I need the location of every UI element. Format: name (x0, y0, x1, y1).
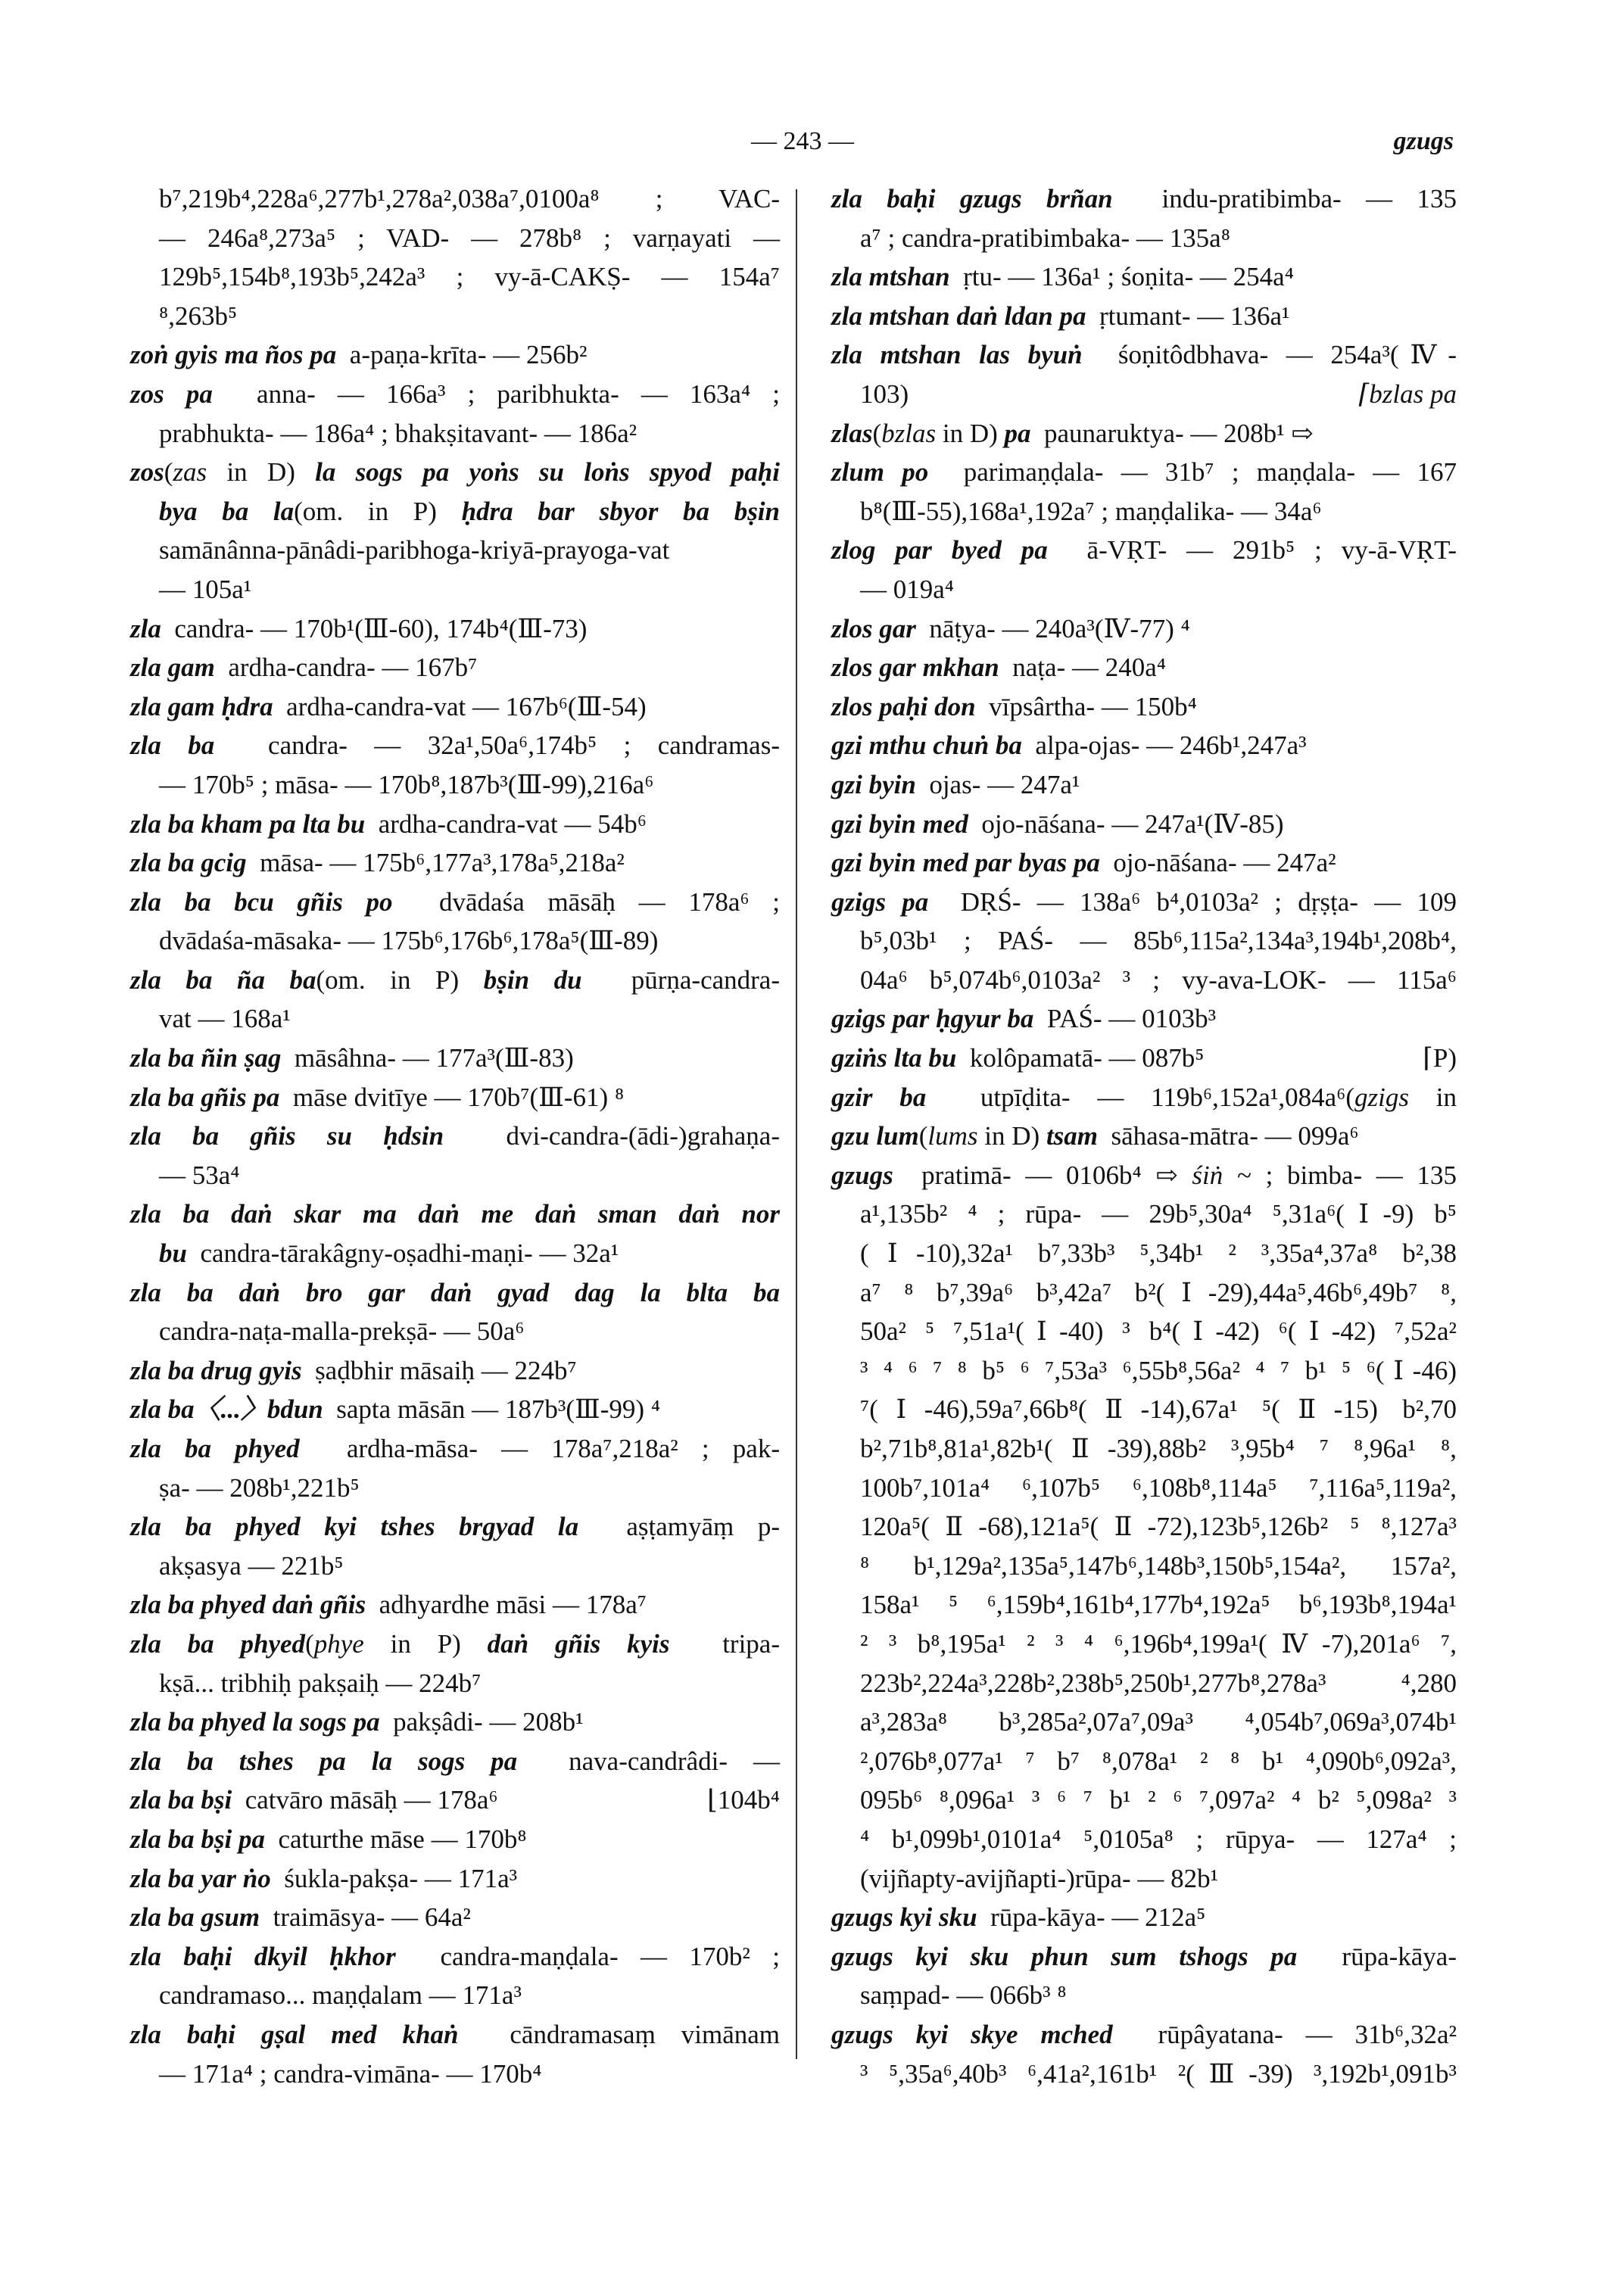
tibetan-headword: bu (159, 1238, 187, 1269)
tibetan-headword: pa (1004, 418, 1031, 448)
tibetan-headword: zoṅ gyis ma ños pa (130, 340, 337, 370)
tibetan-headword: zla ba bcu gñis po (130, 886, 393, 917)
tibetan-headword: zla ba phyed (130, 1434, 300, 1463)
definition-text: ṣa- — 208b¹,221b⁵ (159, 1472, 360, 1503)
entry-continuation-line (130, 219, 780, 258)
variant-reading: śiṅ (1192, 1160, 1223, 1190)
definition-text: DṚŚ- — 138a⁶ b⁴,0103a² ; dṛṣṭa- — 109 (928, 886, 1457, 917)
definition-text: a⁷ ⁸ b⁷,39a⁶ b³,42a⁷ b²(Ⅰ-29),44a⁵,46b⁶,49b⁷ ⁸, (860, 1277, 1457, 1307)
entry-line (831, 297, 1457, 336)
page-number: — 243 — (751, 127, 854, 155)
tibetan-headword: zla baḥi gzugs brñan (831, 184, 1113, 213)
definition-text: ā-VṚT- — 291b⁵ ; vy-ā-VṚT- (1047, 535, 1457, 565)
entry-line (130, 843, 780, 883)
definition-text: 223b²,224a³,228b²,238b⁵,250b¹,277b⁸,278a³ ⁴,280 (860, 1668, 1457, 1698)
definition-text: ⁸ b¹,129a²,135a⁵,147b⁶,148b³,150b⁵,154a², 157a², (860, 1550, 1457, 1581)
entry-line (130, 1820, 780, 1859)
entry-continuation-line (130, 492, 780, 531)
definition-text: ( (918, 1121, 928, 1151)
entry-continuation-line (831, 1195, 1457, 1234)
definition-text: (Ⅰ-10),32a¹ b⁷,33b³ ⁵,34b¹ ² ³,35a⁴,37a⁸ b²,38 (860, 1238, 1457, 1269)
definition-text: a³,283a⁸ b³,285a²,07a⁷,09a³ ⁴,054b⁷,069a³,074b¹ (860, 1707, 1457, 1737)
entry-line (130, 1703, 780, 1742)
definition-text: — 170b⁵ ; māsa- — 170b⁸,187b³(Ⅲ-99),216a⁶ (159, 769, 654, 799)
left-column (130, 179, 780, 2093)
definition-text: ṛtumant- — 136a¹ (1086, 301, 1290, 331)
tibetan-headword: zla ba gñis su ḥdsin (130, 1121, 444, 1151)
entry-continuation-line (130, 1976, 780, 2015)
tibetan-headword: zla mtshan las byuṅ (831, 340, 1083, 370)
entry-line (130, 648, 780, 687)
entry-continuation-line (831, 2055, 1457, 2094)
definition-text: rūpâyatana- — 31b⁶,32a² (1112, 2019, 1457, 2049)
entry-continuation-line (831, 1625, 1457, 1664)
tibetan-headword: zla (130, 613, 161, 643)
entry-continuation-line (130, 1664, 780, 1703)
tibetan-headword: zlos paḥi don (831, 691, 976, 721)
entry-line (831, 1937, 1457, 1977)
definition-text: (om. in P) (294, 496, 462, 526)
entry-continuation-line (831, 1429, 1457, 1469)
definition-text: candra-tārakâgny-oṣadhi-maṇi- — 32a¹ (186, 1238, 619, 1269)
definition-text: rūpa-kāya- — 212a⁵ (977, 1902, 1206, 1933)
margin-note: ⌈P) (1423, 1043, 1457, 1073)
tibetan-headword: zla ba phyed daṅ gñis (130, 1590, 366, 1620)
tibetan-headword: bṣin du (483, 964, 582, 995)
definition-text: 158a¹ ⁵ ⁶,159b⁴,161b⁴,177b⁴,192a⁵ b⁶,193b⁸,194a¹ (860, 1590, 1457, 1620)
entry-continuation-line (130, 2055, 780, 2094)
tibetan-headword: zlum po (831, 457, 929, 488)
entry-continuation-line (831, 219, 1457, 258)
tibetan-headword: zla ba yar ṅo (130, 1863, 271, 1893)
entry-continuation-line (831, 1390, 1457, 1429)
definition-text: rūpa-kāya- (1297, 1941, 1457, 1971)
entry-line (831, 335, 1457, 375)
tibetan-headword: zla ba ñin ṣag (130, 1043, 282, 1073)
entry-line (831, 414, 1457, 453)
definition-text: ( (164, 457, 173, 488)
definition-text: utpīḍita- — 119b⁶,152a¹,084a⁶( (926, 1082, 1354, 1112)
definition-text: adhyardhe māsi — 178a⁷ (366, 1590, 647, 1620)
definition-text: saṃpad- — 066b³ ⁸ (860, 1980, 1067, 2011)
tibetan-headword: zla ba drug gyis (130, 1355, 302, 1385)
margin-note: ⌈bzlas pa (1358, 379, 1457, 409)
tibetan-headword: tsam (1046, 1121, 1099, 1151)
definition-text: ² ³ b⁸,195a¹ ² ³ ⁴ ⁶,196b⁴,199a¹(Ⅳ-7),201a⁶ ⁷, (860, 1628, 1457, 1659)
definition-text: ṛtu- — 136a¹ ; śoṇita- — 254a⁴ (949, 262, 1294, 292)
definition-text: a⁷ ; candra-pratibimbaka- — 135a⁸ (860, 223, 1230, 253)
variant-reading: lums (927, 1121, 978, 1151)
definition-text: tripa- (669, 1628, 780, 1659)
entry-line (130, 1937, 780, 1977)
entry-continuation-line (130, 257, 780, 297)
definition-text: śukla-pakṣa- — 171a³ (270, 1863, 518, 1893)
variant-reading: gzigs (1354, 1082, 1409, 1112)
definition-text: 103) (860, 379, 909, 409)
entry-continuation-line (831, 1703, 1457, 1742)
variant-reading: zas (173, 457, 207, 488)
entry-line (831, 805, 1457, 844)
tibetan-headword: zla ba daṅ bro gar daṅ gyad dag la blta ba (130, 1277, 780, 1307)
definition-text: pratimā- — 0106b⁴ ⇨ (893, 1160, 1192, 1190)
definition-text: ~ ; bimba- — 135 (1223, 1160, 1457, 1190)
entry-line (831, 1117, 1457, 1156)
tibetan-headword: ḥdra bar sbyor ba bṣin (461, 496, 781, 526)
definition-text: in P) (363, 1628, 488, 1659)
entry-line (130, 726, 780, 765)
entry-line (130, 805, 780, 844)
entry-line (831, 843, 1457, 883)
entry-line (130, 1859, 780, 1899)
entry-line (130, 1429, 780, 1469)
definition-text: ³ ⁴ ⁶ ⁷ ⁸ b⁵ ⁶ ⁷,53a³ ⁶,55b⁸,56a² ⁴ ⁷ b¹ ⁵ ⁶(Ⅰ-46) (860, 1355, 1457, 1385)
definition-text: ojo-nāśana- — 247a¹(Ⅳ-85) (968, 808, 1284, 839)
tibetan-headword: gzigs par ḥgyur ba (831, 1004, 1034, 1034)
tibetan-headword: zla ba gsum (130, 1902, 260, 1933)
tibetan-headword: zos pa (130, 379, 213, 409)
tibetan-headword: gzir ba (831, 1082, 927, 1112)
entry-line (831, 1156, 1457, 1195)
definition-text: 50a² ⁵ ⁷,51a¹(Ⅰ-40) ³ b⁴(Ⅰ-42) ⁶(Ⅰ-42) ⁷,52a² (860, 1316, 1457, 1347)
definition-text: — 105a¹ (159, 574, 252, 604)
entry-continuation-line (130, 570, 780, 609)
tibetan-headword: la sogs pa yoṅs su loṅs spyod paḥi (315, 457, 781, 488)
tibetan-headword: zla baḥi dkyil ḥkhor (130, 1941, 396, 1971)
tibetan-headword: zla baḥi gṣal med khaṅ (130, 2019, 459, 2049)
entry-continuation-line (831, 1820, 1457, 1859)
entry-line (130, 1117, 780, 1156)
definition-text: pakṣâdi- — 208b¹ (379, 1707, 584, 1737)
entry-line (831, 687, 1457, 727)
entry-continuation-line (831, 492, 1457, 531)
entry-line (130, 961, 780, 1000)
entry-continuation-line (831, 1976, 1457, 2015)
entry-continuation-line (831, 1547, 1457, 1586)
definition-text: paunaruktya- — 208b¹ ⇨ (1030, 418, 1314, 448)
definition-text: akṣasya — 221b⁵ (159, 1550, 344, 1581)
entry-continuation-line (130, 1547, 780, 1586)
definition-text: 04a⁶ b⁵,074b⁶,0103a² ³ ; vy-ava-LOK- — 115a⁶ (860, 964, 1457, 995)
entry-line (831, 726, 1457, 765)
tibetan-headword: zla ba gñis pa (130, 1082, 280, 1112)
definition-text: dvādaśa māsāḥ — 178a⁶ ; (392, 886, 781, 917)
entry-line (130, 1625, 780, 1664)
tibetan-headword: gzugs kyi sku phun sum tshogs pa (831, 1941, 1298, 1971)
entry-line (831, 453, 1457, 492)
entry-continuation-line (130, 765, 780, 805)
entry-line (130, 609, 780, 649)
definition-text: parimaṇḍala- — 31b⁷ ; maṇḍala- — 167 (928, 457, 1457, 488)
entry-continuation-line (831, 1507, 1457, 1547)
entry-continuation-line (831, 961, 1457, 1000)
entry-line (130, 1078, 780, 1117)
definition-text: sapta māsān — 187b³(Ⅲ-99) ⁴ (323, 1394, 661, 1425)
entry-continuation-line (130, 999, 780, 1039)
entry-line (831, 765, 1457, 805)
definition-text: 120a⁵(Ⅱ-68),121a⁵(Ⅱ-72),123b⁵,126b² ⁵ ⁸,127a³ (860, 1512, 1457, 1542)
entry-continuation-line (831, 1664, 1457, 1703)
tibetan-headword: zlos gar mkhan (831, 653, 999, 683)
entry-line (130, 1039, 780, 1078)
definition-text: anna- — 166a³ ; paribhukta- — 163a⁴ ; (212, 379, 780, 409)
definition-text: nāṭya- — 240a³(Ⅳ-77) ⁴ (915, 613, 1190, 643)
entry-continuation-line (831, 1351, 1457, 1391)
entry-continuation-line (831, 1781, 1457, 1820)
definition-text: — 171a⁴ ; candra-vimāna- — 170b⁴ (159, 2058, 542, 2089)
entry-continuation-line (130, 1469, 780, 1508)
tibetan-headword: zlas (831, 418, 873, 448)
tibetan-headword: daṅ gñis kyis (487, 1628, 670, 1659)
definition-text: b²,71b⁸,81a¹,82b¹(Ⅱ-39),88b² ³,95b⁴ ⁷ ⁸,96a¹ ⁸, (860, 1434, 1457, 1463)
definition-text: aṣṭamyāṃ p- (578, 1512, 780, 1542)
tibetan-headword: gzugs kyi skye mched (831, 2019, 1113, 2049)
entry-line (831, 1078, 1457, 1117)
tibetan-headword: zla ba tshes pa la sogs pa (130, 1746, 518, 1776)
entry-continuation-line (831, 1585, 1457, 1625)
entry-continuation-line (831, 921, 1457, 961)
definition-text: ojas- — 247a¹ (915, 769, 1080, 799)
entry-continuation-line (130, 414, 780, 453)
entry-continuation-line (130, 921, 780, 961)
definition-text: kṣā... tribhiḥ pakṣaiḥ — 224b⁷ (159, 1668, 482, 1698)
running-head: gzugs (1393, 127, 1454, 155)
right-column (831, 179, 1457, 2093)
definition-text: catvāro māsāḥ — 178a⁶ (232, 1785, 498, 1815)
definition-text: in D) (977, 1121, 1046, 1151)
entry-line (130, 1781, 780, 1820)
entry-continuation-line (130, 1156, 780, 1195)
definition-text: 129b⁵,154b⁸,193b⁵,242a³ ; vy-ā-CAKṢ- — 154a⁷ (159, 262, 780, 292)
entry-continuation-line (130, 531, 780, 570)
definition-text: samānânna-pānâdi-paribhoga-kriyā-prayoga-vat (159, 535, 670, 565)
definition-text: ṣaḍbhir māsaiḥ — 224b⁷ (301, 1355, 577, 1385)
entry-line (130, 335, 780, 375)
definition-text: candra- — 170b¹(Ⅲ-60), 174b⁴(Ⅲ-73) (161, 613, 588, 643)
definition-text: (om. in P) (316, 964, 484, 995)
definition-text: candra-naṭa-malla-prekṣā- — 50a⁶ (159, 1316, 525, 1347)
tibetan-headword: zla ba ña ba (130, 964, 316, 995)
entry-line (130, 1585, 780, 1625)
definition-text: a-paṇa-krīta- — 256b² (336, 340, 588, 370)
definition-text: candra-maṇḍala- — 170b² ; (395, 1941, 780, 1971)
entry-line (130, 1195, 780, 1234)
entry-line (130, 1390, 780, 1429)
tibetan-headword: zla mtshan daṅ ldan pa (831, 301, 1086, 331)
entry-line (831, 999, 1457, 1039)
definition-text: a¹,135b² ⁴ ; rūpa- — 29b⁵,30a⁴ ⁵,31a⁶(Ⅰ-9) b⁵ (860, 1199, 1457, 1229)
entry-line (130, 1507, 780, 1547)
definition-text: ²,076b⁸,077a¹ ⁷ b⁷ ⁸,078a¹ ² ⁸ b¹ ⁴,090b⁶,092a³, (860, 1746, 1457, 1776)
tibetan-headword: zla ba phyed (130, 1628, 306, 1659)
entry-line (130, 687, 780, 727)
definition-text: in D) (936, 418, 1005, 448)
definition-text: in (1408, 1082, 1457, 1112)
definition-text: ardha-māsa- — 178a⁷,218a² ; pak- (299, 1434, 780, 1463)
tibetan-headword: zla ba phyed kyi tshes brgyad la (130, 1512, 579, 1542)
entry-continuation-line (831, 375, 1457, 414)
definition-text: naṭa- — 240a⁴ (999, 653, 1166, 683)
tibetan-headword: gzi byin med (831, 808, 968, 839)
tibetan-headword: bya ba la (159, 496, 295, 526)
definition-text: ( (872, 418, 882, 448)
entry-line (831, 1898, 1457, 1937)
tibetan-headword: zla ba daṅ skar ma daṅ me daṅ sman daṅ nor (130, 1199, 780, 1229)
definition-text: pūrṇa-candra- (581, 964, 780, 995)
definition-text: indu-pratibimba- — 135 (1112, 184, 1457, 213)
tibetan-headword: zla ba kham pa lta bu (130, 808, 366, 839)
tibetan-headword: gzugs kyi sku (831, 1902, 977, 1933)
definition-text: ³ ⁵,35a⁶,40b³ ⁶,41a²,161b¹ ²(Ⅲ-39) ³,192b¹,091b³ (860, 2058, 1457, 2089)
entry-continuation-line (831, 1312, 1457, 1351)
definition-text: cāndramasaṃ vimānam (458, 2019, 780, 2049)
entry-line (130, 1351, 780, 1391)
tibetan-headword: zla ba phyed la sogs pa (130, 1707, 380, 1737)
entry-line (831, 257, 1457, 297)
definition-text: māsa- — 175b⁶,177a³,178a⁵,218a² (246, 848, 625, 878)
definition-text: b⁵,03b¹ ; PAŚ- — 85b⁶,115a²,134a³,194b¹,208b⁴, (860, 926, 1457, 956)
definition-text: ⁴ b¹,099b¹,0101a⁴ ⁵,0105a⁸ ; rūpya- — 127a⁴ ; (860, 1824, 1457, 1854)
entry-continuation-line (130, 179, 780, 219)
tibetan-headword: gzi byin med par byas pa (831, 848, 1100, 878)
definition-text: māsâhna- — 177a³(Ⅲ-83) (281, 1043, 574, 1073)
definition-text: ardha-candra-vat — 167b⁶(Ⅲ-54) (273, 691, 647, 721)
tibetan-headword: zlog par byed pa (831, 535, 1048, 565)
definition-text: ( (305, 1628, 314, 1659)
definition-text: candramaso... maṇḍalam — 171a³ (159, 1980, 522, 2011)
tibetan-headword: zla ba (130, 731, 215, 761)
entry-line (130, 2015, 780, 2055)
variant-reading: phye (313, 1628, 364, 1659)
tibetan-headword: zla ba bṣi (130, 1785, 232, 1815)
entry-line (831, 2015, 1457, 2055)
definition-text: ojo-nāśana- — 247a² (1099, 848, 1336, 878)
definition-text: dvādaśa-māsaka- — 175b⁶,176b⁶,178a⁵(Ⅲ-89) (159, 926, 659, 956)
definition-text: 095b⁶ ⁸,096a¹ ³ ⁶ ⁷ b¹ ² ⁶ ⁷,097a² ⁴ b² ⁵,098a² ³ (860, 1785, 1457, 1815)
entry-line (831, 1039, 1457, 1078)
entry-continuation-line (831, 1742, 1457, 1781)
definition-text: — 246a⁸,273a⁵ ; VAD- — 278b⁸ ; varṇayati — (159, 223, 780, 253)
definition-text: vīpsârtha- — 150b⁴ (975, 691, 1197, 721)
tibetan-headword: gziṅs lta bu (831, 1043, 957, 1073)
entry-line (831, 609, 1457, 649)
tibetan-headword: zla mtshan (831, 262, 950, 292)
entry-line (130, 1742, 780, 1781)
entry-line (831, 179, 1457, 219)
entry-line (130, 1898, 780, 1937)
entry-continuation-line (831, 1273, 1457, 1313)
entry-continuation-line (831, 1859, 1457, 1899)
entry-continuation-line (831, 570, 1457, 609)
entry-continuation-line (130, 297, 780, 336)
definition-text: ⁸,263b⁵ (159, 301, 238, 331)
tibetan-headword: gzi byin (831, 769, 916, 799)
definition-text: traimāsya- — 64a² (260, 1902, 471, 1933)
definition-text: prabhukta- — 186a⁴ ; bhakṣitavant- — 186a² (159, 418, 637, 448)
definition-text: PAŚ- — 0103b³ (1033, 1004, 1217, 1034)
entry-line (831, 648, 1457, 687)
entry-line (130, 453, 780, 492)
definition-text: śoṇitôdbhava- — 254a³(Ⅳ- (1082, 340, 1457, 370)
definition-text: māse dvitīye — 170b⁷(Ⅲ-61) ⁸ (279, 1082, 625, 1112)
definition-text: — 53a⁴ (159, 1160, 240, 1190)
definition-text: — 019a⁴ (860, 574, 954, 604)
definition-text: in D) (207, 457, 316, 488)
margin-note: ⌊104b⁴ (707, 1785, 780, 1815)
entry-line (831, 883, 1457, 922)
variant-reading: bzlas (881, 418, 937, 448)
tibetan-headword: zos (130, 457, 164, 488)
definition-text: sāhasa-mātra- — 099a⁶ (1098, 1121, 1359, 1151)
definition-text: caturthe māse — 170b⁸ (264, 1824, 527, 1854)
definition-text: alpa-ojas- — 246b¹,247a³ (1021, 731, 1307, 761)
entry-continuation-line (831, 1469, 1457, 1508)
definition-text: b⁸(Ⅲ-55),168a¹,192a⁷ ; maṇḍalika- — 34a⁶ (860, 496, 1322, 526)
definition-text: nava-candrâdi- — (517, 1746, 780, 1776)
definition-text: kolôpamatā- — 087b⁵ (956, 1043, 1205, 1073)
entry-line (130, 1273, 780, 1313)
entry-line (130, 883, 780, 922)
definition-text: (vijñapty-avijñapti-)rūpa- — 82b¹ (860, 1863, 1219, 1893)
definition-text: vat — 168a¹ (159, 1004, 291, 1034)
column-divider (796, 189, 797, 2059)
definition-text: 100b⁷,101a⁴ ⁶,107b⁵ ⁶,108b⁸,114a⁵ ⁷,116a⁵,119a², (860, 1472, 1457, 1503)
entry-continuation-line (130, 1312, 780, 1351)
definition-text: ⁷(Ⅰ-46),59a⁷,66b⁸(Ⅱ-14),67a¹ ⁵(Ⅱ-15) b²,70 (860, 1394, 1457, 1425)
tibetan-headword: gzugs (831, 1160, 893, 1190)
tibetan-headword: zla ba bṣi pa (130, 1824, 265, 1854)
tibetan-headword: gzi mthu chuṅ ba (831, 731, 1022, 761)
tibetan-headword: gzu lum (831, 1121, 919, 1151)
definition-text: dvi-candra-(ādi-)grahaṇa- (444, 1121, 780, 1151)
entry-line (831, 531, 1457, 570)
tibetan-headword: zla ba gcig (130, 848, 247, 878)
tibetan-headword: zla ba〈...〉bdun (130, 1394, 323, 1425)
entry-continuation-line (130, 1234, 780, 1273)
tibetan-headword: zla gam ḥdra (130, 691, 273, 721)
entry-continuation-line (831, 1234, 1457, 1273)
tibetan-headword: zlos gar (831, 613, 916, 643)
definition-text: candra- — 32a¹,50a⁶,174b⁵ ; candramas- (214, 731, 780, 761)
definition-text: b⁷,219b⁴,228a⁶,277b¹,278a²,038a⁷,0100a⁸ ; VAC- (159, 184, 780, 213)
tibetan-headword: gzigs pa (831, 886, 929, 917)
tibetan-headword: zla gam (130, 653, 215, 683)
definition-text: ardha-candra-vat — 54b⁶ (365, 808, 647, 839)
entry-line (130, 375, 780, 414)
definition-text: ardha-candra- — 167b⁷ (214, 653, 478, 683)
